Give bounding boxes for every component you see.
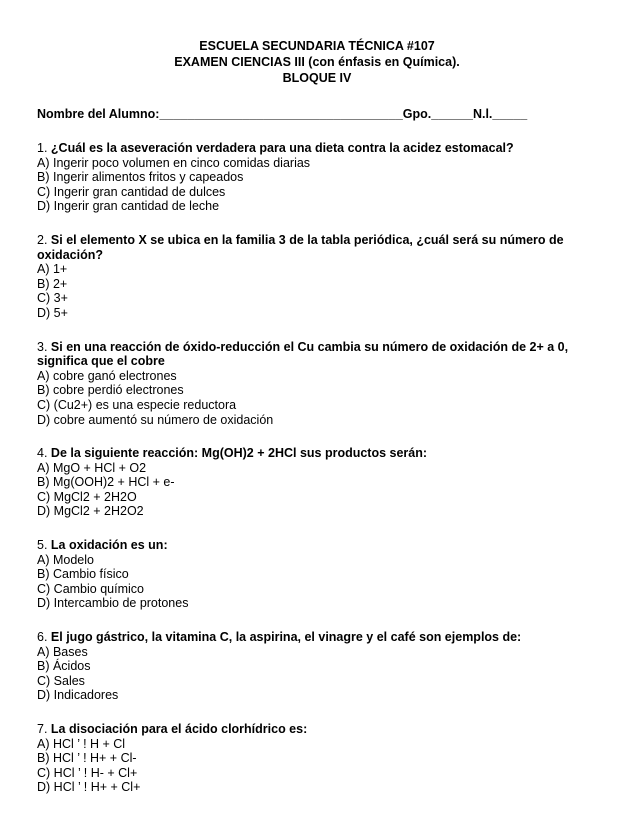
question-text: ¿Cuál es la aseveración verdadera para una dieta contra la acidez estomacal? — [50, 141, 514, 155]
option-a: A) Ingerir poco volumen en cinco comidas diarias — [37, 155, 311, 170]
question-6 — [37, 630, 597, 703]
option-a: A) 1+ — [37, 262, 68, 277]
question-7 — [37, 722, 597, 795]
question-stem — [37, 141, 597, 156]
option-a: A) MgO + HCl + O2 — [37, 460, 147, 475]
option-c: C) (Cu2+) es una especie reductora — [37, 397, 237, 412]
question-number: 6. — [37, 630, 48, 645]
option-a: A) HCl ’ ! H + Cl — [37, 736, 126, 751]
option-d: D) Indicadores — [37, 688, 119, 703]
question-number: 4. — [37, 446, 48, 461]
option-c: C) Cambio químico — [37, 581, 144, 596]
question-text: El jugo gástrico, la vitamina C, la aspirina, el vinagre y el café son ejemplos de: — [50, 630, 522, 645]
question-1 — [37, 141, 597, 214]
option-list — [37, 156, 597, 214]
option-c: C) MgCl2 + 2H2O — [37, 489, 137, 504]
option-list — [37, 737, 597, 795]
question-text: Si el elemento X se ubica en la familia 3 de la tabla periódica, ¿cuál será su número de oxidación? — [37, 232, 564, 262]
question-number: 7. — [37, 722, 48, 736]
question-number: 5. — [37, 538, 48, 553]
option-c: C) Ingerir gran cantidad de dulces — [37, 184, 226, 199]
option-d: D) Ingerir gran cantidad de leche — [37, 199, 220, 214]
exam-block: BLOQUE IV — [282, 71, 352, 85]
question-stem — [37, 538, 597, 553]
option-list — [37, 461, 597, 519]
question-5 — [37, 538, 597, 611]
question-number: 2. — [37, 232, 48, 247]
option-a: A) cobre ganó electrones — [37, 368, 177, 383]
question-text: La oxidación es un: — [50, 538, 168, 553]
option-d: D) 5+ — [37, 305, 68, 320]
student-info-line: Nombre del Alumno:___________________________________Gpo.______N.l._____ — [37, 107, 528, 121]
option-b: B) Mg(OOH)2 + HCl + e- — [37, 475, 175, 490]
option-c: C) Sales — [37, 673, 85, 688]
option-list — [37, 369, 597, 427]
option-d: D) MgCl2 + 2H2O2 — [37, 504, 144, 519]
question-number: 1. — [37, 141, 48, 155]
option-b: B) HCl ’ ! H+ + Cl- — [37, 751, 137, 766]
question-4 — [37, 446, 597, 519]
question-stem — [37, 233, 597, 262]
option-b: B) 2+ — [37, 276, 68, 291]
option-b: B) Cambio físico — [37, 567, 129, 582]
option-a: A) Modelo — [37, 552, 94, 567]
question-stem — [37, 722, 597, 737]
question-stem — [37, 446, 597, 461]
option-a: A) Bases — [37, 644, 88, 659]
school-name: ESCUELA SECUNDARIA TÉCNICA #107 — [199, 39, 435, 53]
exam-title: EXAMEN CIENCIAS III (con énfasis en Química). — [174, 55, 460, 69]
question-stem — [37, 630, 597, 645]
question-stem — [37, 340, 597, 369]
option-b: B) cobre perdió electrones — [37, 383, 184, 398]
option-c: C) HCl ’ ! H- + Cl+ — [37, 765, 138, 780]
option-d: D) Intercambio de protones — [37, 596, 189, 611]
option-list — [37, 553, 597, 611]
question-2 — [37, 233, 597, 321]
question-text: Si en una reacción de óxido-reducción el Cu cambia su número de oxidación de 2+ a 0, significa que el cobre — [37, 339, 569, 369]
option-b: B) Ácidos — [37, 659, 91, 674]
option-b: B) Ingerir alimentos fritos y capeados — [37, 170, 244, 185]
option-d: D) HCl ’ ! H+ + Cl+ — [37, 780, 141, 795]
option-c: C) 3+ — [37, 291, 68, 306]
question-number: 3. — [37, 339, 48, 354]
option-d: D) cobre aumentó su número de oxidación — [37, 412, 274, 427]
exam-header — [37, 38, 597, 86]
question-text: La disociación para el ácido clorhídrico es: — [50, 722, 308, 736]
question-text: De la siguiente reacción: Mg(OH)2 + 2HCl sus productos serán: — [50, 446, 428, 461]
exam-page — [37, 38, 597, 795]
option-list — [37, 645, 597, 703]
question-3 — [37, 340, 597, 428]
option-list — [37, 262, 597, 320]
